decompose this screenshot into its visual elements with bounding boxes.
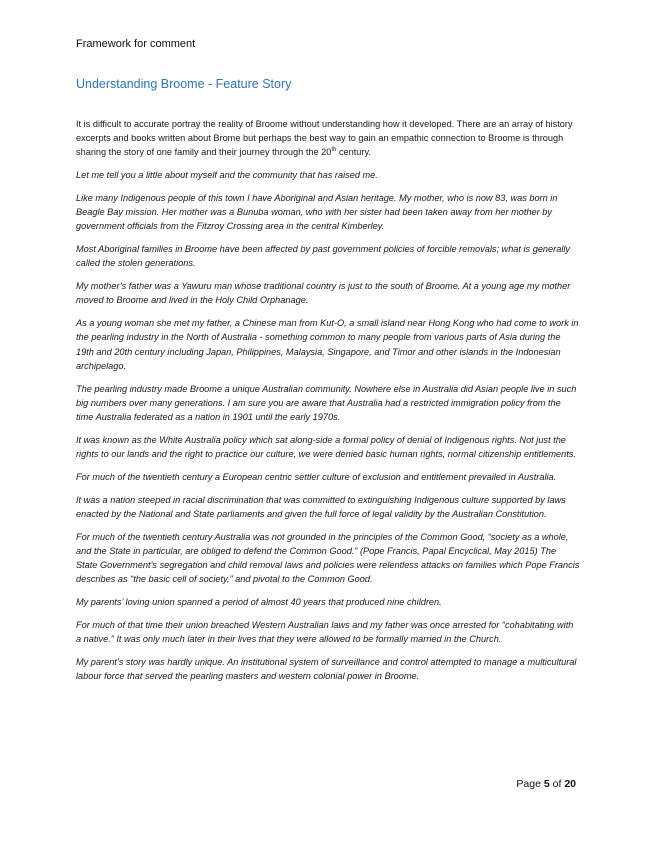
story-paragraph: For much of the twentieth century Australia was not grounded in the principles of the Common Good, “society as a whole, and the State in particular, are obliged to defend the Common Good.” (Pope Francis, Papal Encyclical, May 2015) The State Government’s segregation and child removal laws and policies were relentless attacks on families which Pope Francis describes as “the basic cell of society,” and pivotal to the Common Good. [76,531,580,585]
page-number [516,778,576,790]
story-paragraph: Like many Indigenous people of this town I have Aboriginal and Asian heritage. My mother, who is now 83, was born in Beagle Bay mission. Her mother was a Bunuba woman, who with her sister had been taken away from her mother by government officials from the Fitzroy Crossing area in the central Kimberley. [76,193,558,232]
story-paragraph: Most Aboriginal families in Broome have been affected by past government policies of forcible removals; what is generally called the stolen generations. [76,244,570,269]
body-text [76,117,580,692]
story-paragraph: For much of the twentieth century a European centric settler culture of exclusion and entitlement prevailed in Australia. [76,471,557,482]
page-label: Page [516,778,541,790]
page-header: Framework for comment [76,38,196,50]
story-paragraph: Let me tell you a little about myself and the community that has raised me. [76,170,378,181]
story-paragraph: For much of that time their union breached Western Australian laws and my father was once arrested for “cohabitating with a native.” It was only much later in their lives that they were allowed to be formally married in the Church. [76,619,574,645]
intro-text: It is difficult to accurate portray the reality of Broome without understanding how it developed. There are an array of history excerpts and books written about Brome but perhaps the best way to gain an empathic connection to Broome is through sharing the story of one family and their journey through the 20 [76,119,573,158]
current-page: 5 [543,778,550,790]
story-paragraph: It was a nation steeped in racial discrimination that was committed to extinguishing Indigenous culture supported by laws enacted by the National and State parliaments and given the full force of legal validity by the Australian Constitution. [76,494,566,519]
story-paragraph: The pearling industry made Broome a unique Australian community. Nowhere else in Australia did Asian people live in such big numbers over many generations. I am sure you are aware that Australia had a restricted immigration policy from the time Australia federated as a nation in 1901 until the early 1970s. [76,383,577,423]
intro-paragraph [76,117,580,160]
story-paragraph: My parent’s story was hardly unique. An institutional system of surveillance and control attempted to manage a multicultural labour force that served the pearling masters and western colonial power in Broome. [76,656,577,682]
page-of: of [552,778,562,790]
story-paragraph: As a young woman she met my father, a Chinese man from Kut-O, a small island near Hong Kong who had come to work in the pearling industry in the North of Australia - something common to many people from various parts of Asia during the 19th and 20th century including Japan, Philippines, Malaysia, Singapore, and Timor and other islands in the Indonesian archipelago. [76,318,579,371]
story-paragraph: My parents’ loving union spanned a period of almost 40 years that produced nine children. [76,597,442,608]
intro-superscript: th [331,147,337,154]
total-pages: 20 [564,778,576,790]
story-paragraph: It was known as the White Australia policy which sat along-side a formal policy of denial of Indigenous rights. Not just the rights to our lands and the right to practice our culture, we were denied basic human rights, normal citizenship entitlements. [76,434,576,460]
intro-text-end: century. [336,147,371,158]
section-heading: Understanding Broome - Feature Story [76,77,292,91]
story-paragraph: My mother’s father was a Yawuru man whose traditional country is just to the south of Broome. At a young age my mother moved to Broome and lived in the Holy Child Orphanage. [76,281,571,306]
